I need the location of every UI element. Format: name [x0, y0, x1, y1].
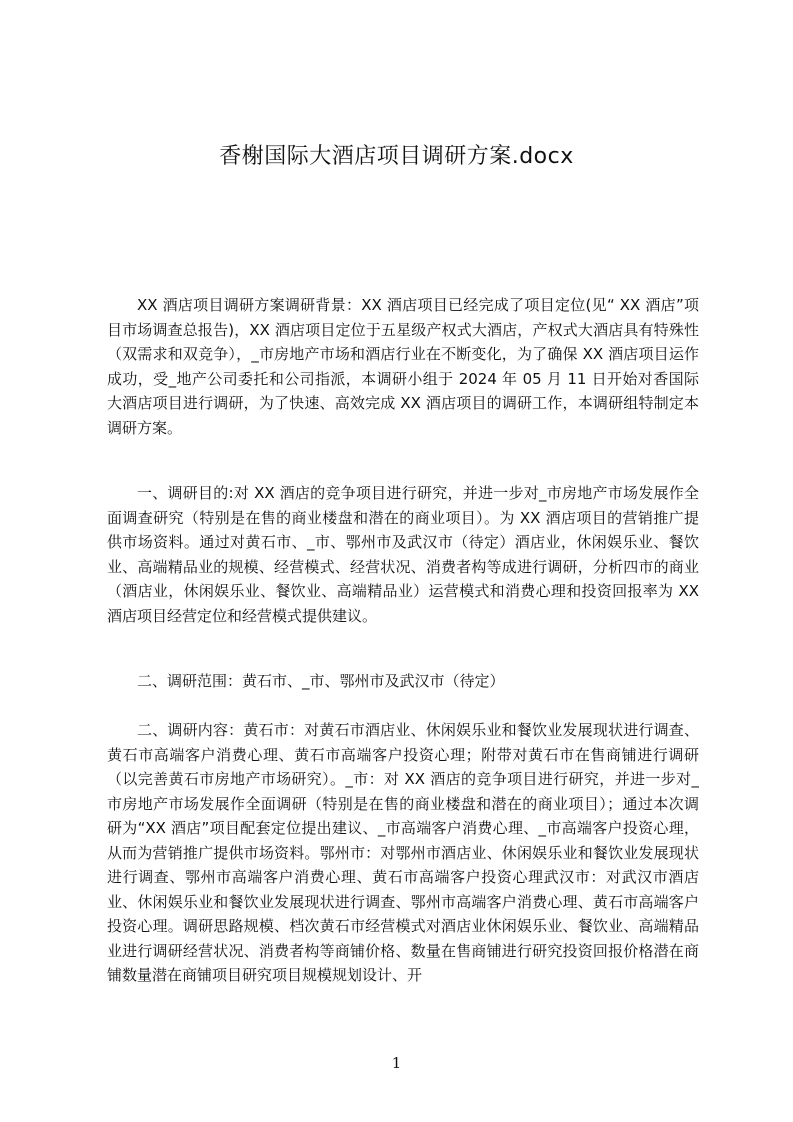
- paragraph-content: 二、调研内容：黄石市：对黄石市酒店业、休闲娱乐业和餐饮业发展现状进行调查、黄石市高端客户消费心理、黄石市高端客户投资心理；附带对黄石市在售商铺进行调研（以完善黄石市房地产市场研究）。_市：对 XX 酒店的竞争项目进行研究，并进一步对_市房地产市场发展作全面调研（特别是在售的商业楼盘和潜在的商业项目）；通过本次调研为“XX 酒店”项目配套定位提出建议、_市高端客户消费心理、_市高端客户投资心理，从而为营销推广提供市场资料。鄂州市：对鄂州市酒店业、休闲娱乐业和餐饮业发展现状进行调查、鄂州市高端客户消费心理、黄石市高端客户投资心理武汉市：对武汉市酒店业、休闲娱乐业和餐饮业发展现状进行调查、鄂州市高端客户消费心理、黄石市高端客户投资心理。调研思路规模、档次黄石市经营模式对酒店业休闲娱乐业、餐饮业、高端精品业进行调研经营状况、消费者构等商铺价格、数量在售商铺进行研究投资回报价格潜在商铺数量潜在商铺项目研究项目规模规划设计、开: [107, 721, 699, 984]
- document-title: 香榭国际大酒店项目调研方案.docx: [219, 144, 574, 169]
- document-body: [107, 293, 699, 1015]
- paragraph-background: XX 酒店项目调研方案调研背景：XX 酒店项目已经完成了项目定位(见“ XX 酒店”项目市场调查总报告)，XX 酒店项目定位于五星级产权式大酒店，产权式大酒店具有特殊性（双需求和双竞争），_市房地产市场和酒店行业在不断变化，为了确保 XX 酒店项目运作成功，受_地产公司委托和公司指派，本调研小组于 2024 年 05 月 11 日开始对香国际大酒店项目进行调研，为了快速、高效完成 XX 酒店项目的调研工作，本调研组特制定本调研方案。: [107, 296, 699, 437]
- paragraph-purpose: 一、调研目的:对 XX 酒店的竞争项目进行研究，并进一步对_市房地产市场发展作全面调查研究（特别是在售的商业楼盘和潜在的商业项目）。为 XX 酒店项目的营销推广提供市场资料。通过对黄石市、_市、鄂州市及武汉市（待定）酒店业，休闲娱乐业、餐饮业、高端精品业的规模、经营模式、经营状况、消费者构等成进行调研，分析四市的商业（酒店业，休闲娱乐业、餐饮业、高端精品业）运营模式和消费心理和投资回报率为 XX 酒店项目经营定位和经营模式提供建议。: [107, 484, 699, 625]
- page-number: 1: [391, 1054, 402, 1072]
- paragraph-scope: 二、调研范围：黄石市、_市、鄂州市及武汉市（待定）: [137, 672, 505, 690]
